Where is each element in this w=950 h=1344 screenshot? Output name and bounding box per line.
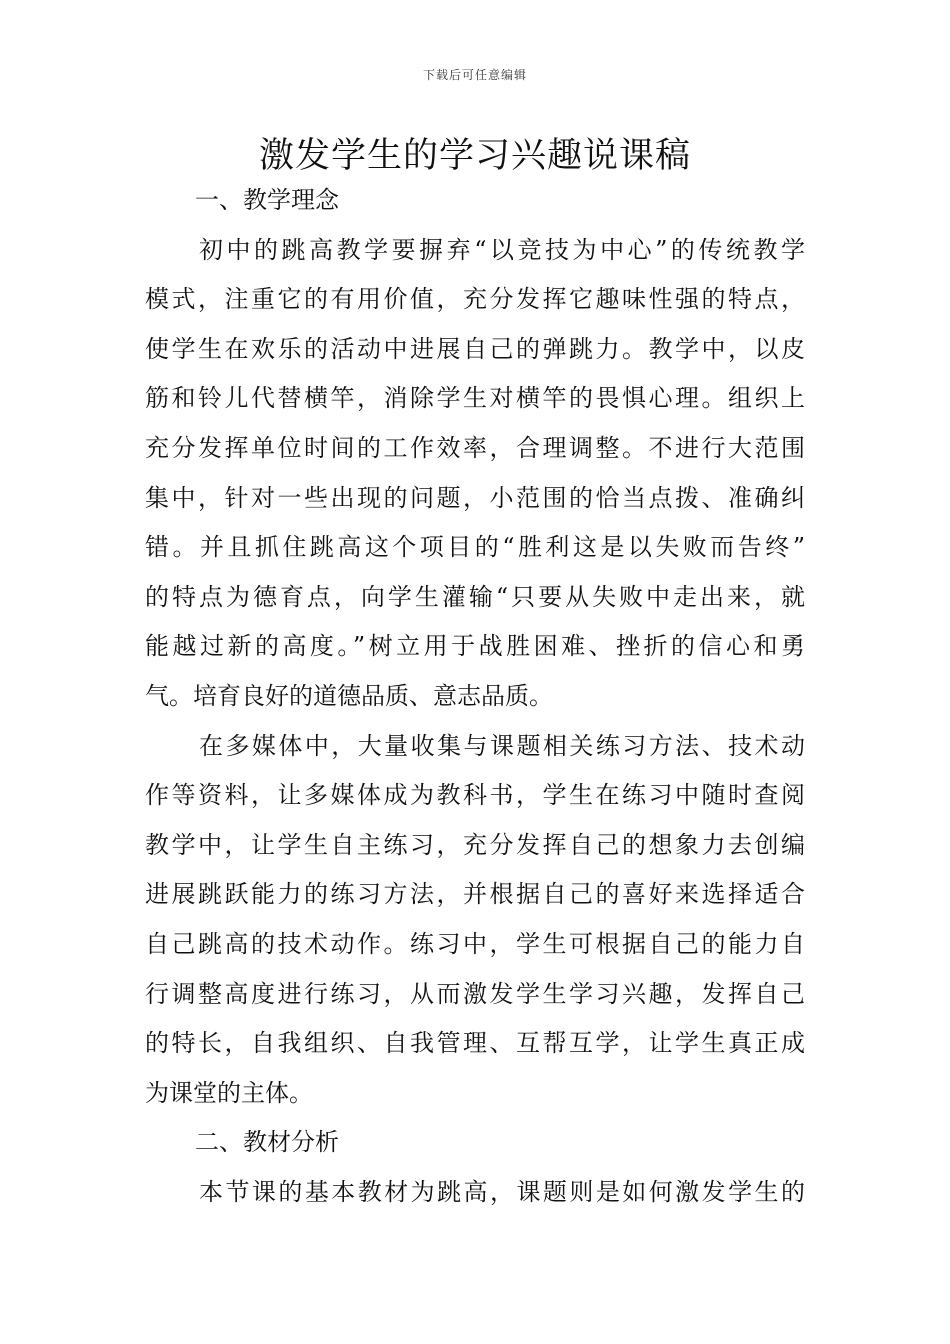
text-line: 自己跳高的技术动作。练习中，学生可根据自己的能力自 [145, 929, 805, 958]
text-line: 集中，针对一些出现的问题，小范围的恰当点拨、准确纠 [145, 483, 805, 512]
document-body [145, 176, 805, 1217]
text-line: 筋和铃儿代替横竿，消除学生对横竿的畏惧心理。组织上 [145, 384, 805, 413]
text-line: 行调整高度进行练习，从而激发学生学习兴趣，发挥自己 [145, 979, 805, 1008]
text-line: 的特点为德育点，向学生灌输“只要从失败中走出来，就 [145, 582, 805, 611]
section-heading-1: 一、教学理念 [195, 186, 339, 214]
section-heading-2: 二、教材分析 [195, 1128, 339, 1157]
text-line: 在多媒体中，大量收集与课题相关练习方法、技术动 [199, 731, 805, 760]
document-title: 激发学生的学习兴趣说课稿 [258, 136, 691, 176]
text-line: 能越过新的高度。”树立用于战胜困难、挫折的信心和勇 [145, 632, 805, 661]
paragraph-3 [145, 1168, 805, 1218]
text-line: 模式，注重它的有用价值，充分发挥它趣味性强的特点， [145, 285, 805, 314]
text-line: 为课堂的主体。 [145, 1078, 313, 1107]
header-note: 下载后可任意编辑 [422, 68, 527, 82]
text-line: 充分发挥单位时间的工作效率，合理调整。不进行大范围 [145, 433, 805, 462]
text-line: 错。并且抓住跳高这个项目的“胜利这是以失败而告终” [145, 533, 805, 562]
paragraph-1 [145, 226, 805, 722]
text-line: 使学生在欢乐的活动中进展自己的弹跳力。教学中，以皮 [145, 334, 805, 363]
text-line: 进展跳跃能力的练习方法，并根据自己的喜好来选择适合 [145, 880, 805, 909]
text-line: 初中的跳高教学要摒弃“以竞技为中心”的传统教学 [199, 235, 805, 264]
text-line: 本节课的基本教材为跳高，课题则是如何激发学生的 [199, 1177, 805, 1206]
text-line: 气。培育良好的道德品质、意志品质。 [145, 681, 553, 710]
text-line: 的特长，自我组织、自我管理、互帮互学，让学生真正成 [145, 1029, 805, 1058]
text-line: 作等资料，让多媒体成为教科书，学生在练习中随时查阅 [145, 781, 805, 810]
paragraph-2 [145, 722, 805, 1119]
text-line: 教学中，让学生自主练习，充分发挥自己的想象力去创编 [145, 830, 805, 859]
